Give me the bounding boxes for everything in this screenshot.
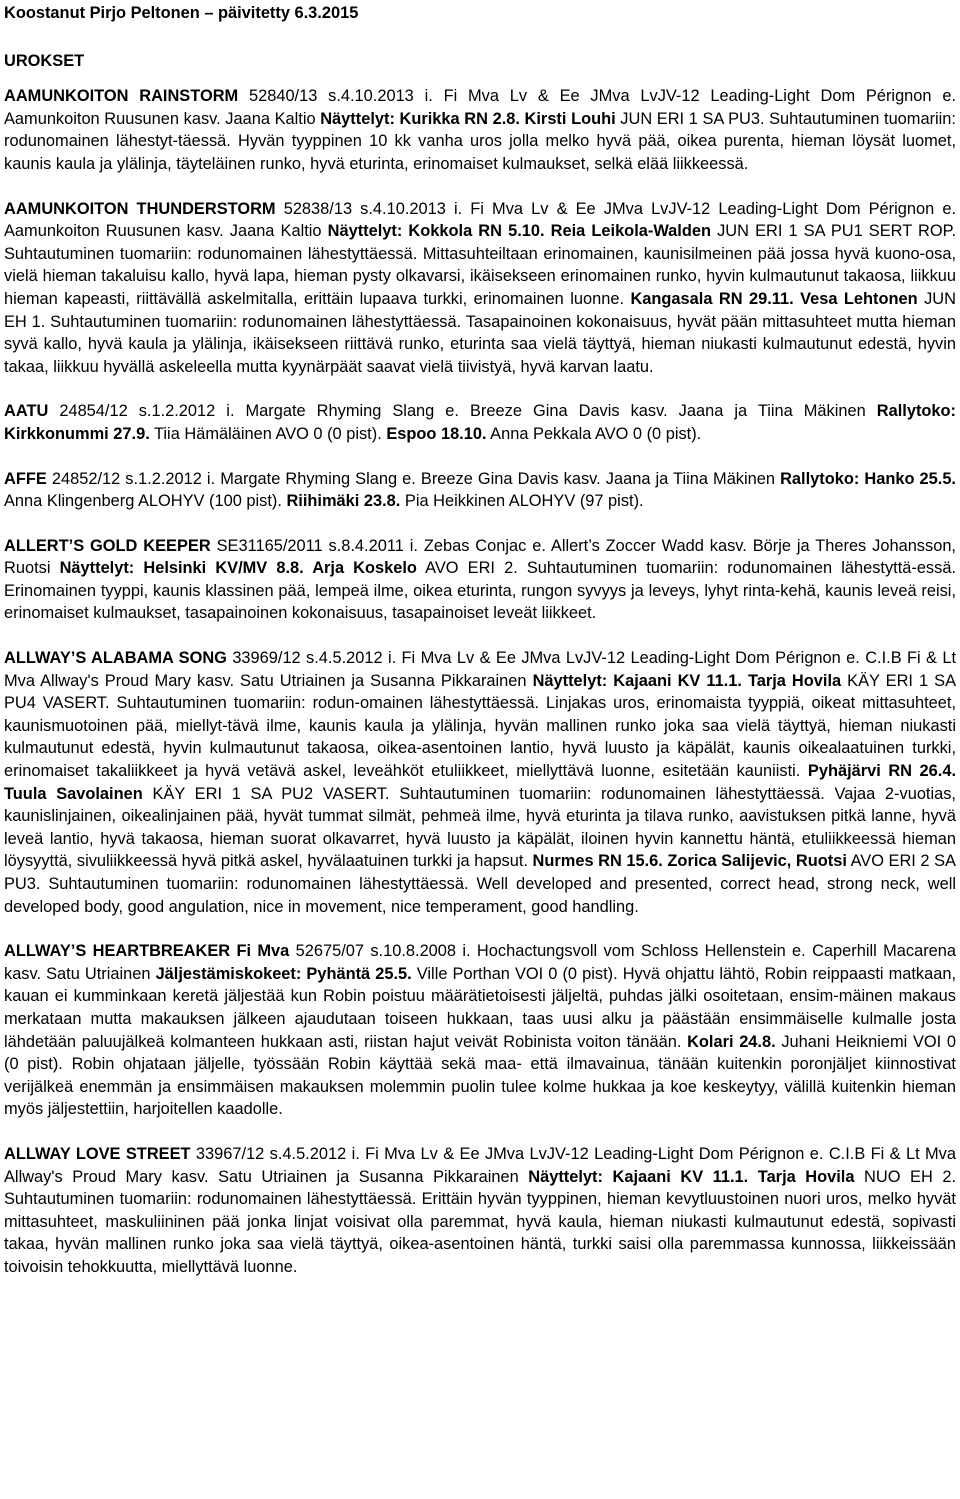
- dog-entry-heartbreaker: [4, 940, 956, 1121]
- bold-text-run: ALLWAY’S ALABAMA SONG: [4, 649, 227, 668]
- text-run: JUN EH 1. Suhtautuminen tuomariin: rodunomainen lähestyttäessä. Tasapainoinen kokonaisuus, hyvät pään mittasuhteet mutta hieman syvä kallo, hyvä kaula ja ylälinja, ikäisekseen riittävä runko, eturinta saa vielä täyttyä, hieman niukasti kulmautunut edestä, hyvin takaa, liikkuu hyvällä askeleella mutta kyynärpäät saavat vielä tiivistyä, hyvä karvan laatu.: [4, 289, 956, 376]
- bold-text-run: Näyttelyt: Kajaani KV 11.1. Tarja Hovila: [528, 1167, 855, 1186]
- text-run: AVO ERI 2. Suhtautuminen tuomariin: rodunomainen lähestyttä-essä. Erinomainen tyyppi, kaunis klassinen pää, lempeä ilme, oikea eturinta, rungon syvyys ja leveys, lyhyt rinta-kehä, kaunis leveä reisi, erinomaiset kulmaukset, tasapainoinen kokonaisuus, tasapainoiset leveät liikkeet.: [4, 559, 956, 623]
- entry-paragraph: [4, 198, 956, 379]
- text-run: 52840/13 s.4.10.2013 i. Fi Mva Lv & Ee JMva LvJV-12 Leading-Light Dom Pérignon e. Aamunkoiton Ruusunen kasv. Jaana Kaltio: [4, 87, 956, 128]
- text-run: Anna Pekkala AVO 0 (0 pist).: [486, 424, 702, 443]
- bold-text-run: Riihimäki 23.8.: [286, 492, 401, 511]
- bold-text-run: Pyhäjärvi RN 26.4. Tuula Savolainen: [4, 762, 956, 803]
- bold-text-run: AAMUNKOITON RAINSTORM: [4, 87, 239, 106]
- bold-text-run: Rallytoko: Hanko 25.5.: [780, 469, 956, 488]
- text-run: KÄY ERI 1 SA PU2 VASERT. Suhtautuminen tuomariin: rodunomainen lähestyttäessä. Vajaa 2-vuotias, kaunislinjainen, oikealinjainen pää, hyvät tummat silmät, pehmeä ilme, hyvä eturinta ja tilava runko, aavistuksen pitkä lanne, hyvä leveä lantio, hyvä takaosa, hieman suorat olkavarret, hyvä luusto ja käpälät, iloinen hyvin kannettu häntä, etuliikkeessä hieman löysyyttä, sivuliikkeessä hyvä pitkä askel, hyvälaatuinen turkki ja hapsut.: [4, 784, 956, 871]
- entry-paragraph: [4, 1143, 956, 1279]
- bold-text-run: Rallytoko: Kirkkonummi 27.9.: [4, 402, 956, 443]
- document-title: Koostanut Pirjo Peltonen – päivitetty 6.3.2015: [4, 4, 359, 22]
- dog-entry-alabama-song: [4, 647, 956, 918]
- text-run: Juhani Heikniemi VOI 0 (0 pist). Robin ohjataan jäljelle, työssään Robin käyttää sekä maa- että ilmavainua, tänään kuitenkin poronjäljet kiinnostivat verijälkeä enemmän ja ensimmäisen makauksen molemmin puolin tulee kolme hukkaa ja koe keskeytyy, välillä kuitenkin hieman myös jäljestettiin, harjoitellen kaadolle.: [4, 1032, 956, 1119]
- entry-paragraph: [4, 535, 956, 625]
- text-run: SE31165/2011 s.8.4.2011 i. Zebas Conjac e. Allert’s Zoccer Wadd kasv. Börje ja Theres Johansson, Ruotsi: [4, 536, 956, 578]
- bold-text-run: AFFE: [4, 469, 47, 488]
- dog-entry-thunderstorm: [4, 198, 956, 379]
- dog-entry-love-street: [4, 1143, 956, 1279]
- text-run: 52838/13 s.4.10.2013 i. Fi Mva Lv & Ee JMva LvJV-12 Leading-Light Dom Pérignon e. Aamunkoiton Ruusunen kasv. Jaana Kaltio: [4, 199, 956, 241]
- bold-text-run: Näyttelyt: Kajaani KV 11.1. Tarja Hovila: [532, 671, 842, 690]
- entry-paragraph: [4, 400, 956, 445]
- bold-text-run: Espoo 18.10.: [386, 424, 487, 443]
- entry-paragraph: [4, 85, 956, 175]
- bold-text-run: Näyttelyt: Kurikka RN 2.8. Kirsti Louhi: [320, 109, 616, 128]
- text-run: 33969/12 s.4.5.2012 i. Fi Mva Lv & Ee JMva LvJV-12 Leading-Light Dom Pérignon e. C.I.B Fi & Lt Mva Allway's Proud Mary kasv. Satu Utriainen ja Susanna Pikkarainen: [4, 649, 957, 690]
- text-run: AVO ERI 2 SA PU3. Suhtautuminen tuomariin: rodunomainen lähestyttäessä. Well developed and presented, correct head, strong neck, well developed body, good angulation, nice in movement, nice temperament, good handling.: [4, 852, 956, 916]
- entry-paragraph: [4, 940, 956, 1121]
- dog-entry-aatu: [4, 400, 956, 445]
- text-run: KÄY ERI 1 SA PU4 VASERT. Suhtautuminen tuomariin: rodun-omainen lähestyttäessä. Linjakas uros, erinomaista tyyppiä, oikeat mittasuhteet, kaunismuotoinen pää, miellyt-tävä ilme, kaunis kaula ja ylälinja, hyvän mallinen runko joka saa vielä täyttyä, hieman niukasti kulmautunut edestä, hyvin kulmautunut takaosa, oikea-asentoinen lantio, hyvä luusto ja käpälät, kaunis oikealaatuinen turkki, erinomaiset takaliikkeet ja hyvä vetävä askel, leveähköt etuliikkeet, miellyttävä luonne, esitetään kauniisti.: [4, 671, 957, 781]
- text-run: Pia Heikkinen ALOHYV (97 pist).: [400, 492, 644, 511]
- dog-entry-list: [4, 85, 956, 1278]
- bold-text-run: ALLWAY LOVE STREET: [4, 1144, 191, 1163]
- bold-text-run: ALLERT’S GOLD KEEPER: [4, 536, 211, 555]
- text-run: Tiia Hämäläinen AVO 0 (0 pist).: [149, 424, 387, 443]
- bold-text-run: Jäljestämiskokeet: Pyhäntä 25.5.: [155, 964, 412, 983]
- entry-paragraph: [4, 647, 956, 918]
- bold-text-run: ALLWAY’S HEARTBREAKER Fi Mva: [4, 942, 290, 961]
- bold-text-run: Näyttelyt: Kokkola RN 5.10. Reia Leikola-Walden: [327, 222, 711, 241]
- text-run: 24852/12 s.1.2.2012 i. Margate Rhyming Slang e. Breeze Gina Davis kasv. Jaana ja Tiina Mäkinen: [46, 469, 781, 488]
- text-run: Ville Porthan VOI 0 (0 pist). Hyvä ohjattu lähtö, Robin reippaasti matkaan, kauan ei kumminkaan keretä jäljestää kun Robin poistuu määrätietoisesti jäljeltä, puhdas jälki osoitetaan, ensim-mäinen makaus merkataan mutta makauksen jälkeen ajaudutaan toiseen hukkaan, taas uusi alku ja päästään ensimmäiselle kulmalle josta lähdetään paluujälkeä kolmanteen hukkaan asti, riistan hajut veivät Robinista voiton tänään.: [4, 964, 957, 1051]
- text-run: 52675/07 s.10.8.2008 i. Hochactungsvoll vom Schloss Hellenstein e. Caperhill Macarena kasv. Satu Utriainen: [4, 942, 957, 983]
- section-heading: UROKSET: [4, 51, 85, 70]
- bold-text-run: AAMUNKOITON THUNDERSTORM: [4, 199, 276, 218]
- dog-entry-affe: [4, 468, 956, 513]
- text-run: 33967/12 s.4.5.2012 i. Fi Mva Lv & Ee JMva LvJV-12 Leading-Light Dom Pérignon e. C.I.B Fi & Lt Mva Allway's Proud Mary kasv. Satu Utriainen ja Susanna Pikkarainen: [4, 1144, 956, 1186]
- bold-text-run: Näyttelyt: Helsinki KV/MV 8.8. Arja Koskelo: [59, 559, 417, 578]
- bold-text-run: Kangasala RN 29.11. Vesa Lehtonen: [630, 289, 918, 308]
- bold-text-run: Nurmes RN 15.6. Zorica Salijevic, Ruotsi: [532, 852, 847, 871]
- text-run: NUO EH 2. Suhtautuminen tuomariin: rodunomainen lähestyttäessä. Erittäin hyvän tyyppinen, hieman kevytluustoinen nuori uros, melko hyvät mittasuhteet, maskuliininen pää jonka linjat voisivat olla paremmat, hyvä kaula, hieman niukasti kulmautunut edestä, sopivasti takaa, hyvän mallinen runko joka saa vielä täyttyä, oikea-asentoinen häntä, turkki saisi olla paremmassa kunnossa, liikkeissään toivoisin tehokkuutta, miellyttävä luonne.: [4, 1167, 956, 1276]
- document-page: [0, 2, 960, 1279]
- text-run: JUN ERI 1 SA PU1 SERT ROP. Suhtautuminen tuomariin: rodunomainen lähestyttäessä. Mittasuhteiltaan erinomainen, kaunisilmeinen pää jossa hyvä kuono-osa, vielä hieman takaluisu kallo, hyvä lapa, hieman pysty olkavarsi, ikäisekseen erinomainen runko, hyvin kulmautunut takaosa, liikkuu hieman kapeasti, riittävällä askelmitalla, erittäin lupaava turkki, erinomainen luonne.: [4, 222, 956, 308]
- bold-text-run: Kolari 24.8.: [687, 1032, 776, 1051]
- entry-paragraph: [4, 468, 956, 513]
- text-run: JUN ERI 1 SA PU3. Suhtautuminen tuomariin: rodunomainen lähestyt-täessä. Hyvän tyyppinen 10 kk vanha uros jolla melko hyvä pää, oikea purenta, hieman löysät luomet, kaunis kaula ja ylälinja, täyteläinen runko, hyvä eturinta, erinomaiset kulmaukset, selkä elää liikkeessä.: [4, 109, 956, 173]
- dog-entry-gold-keeper: [4, 535, 956, 625]
- text-run: 24854/12 s.1.2.2012 i. Margate Rhyming Slang e. Breeze Gina Davis kasv. Jaana ja Tiina Mäkinen: [48, 402, 877, 421]
- dog-entry-rainstorm: [4, 85, 956, 175]
- text-run: Anna Klingenberg ALOHYV (100 pist).: [4, 492, 287, 511]
- bold-text-run: AATU: [4, 402, 49, 421]
